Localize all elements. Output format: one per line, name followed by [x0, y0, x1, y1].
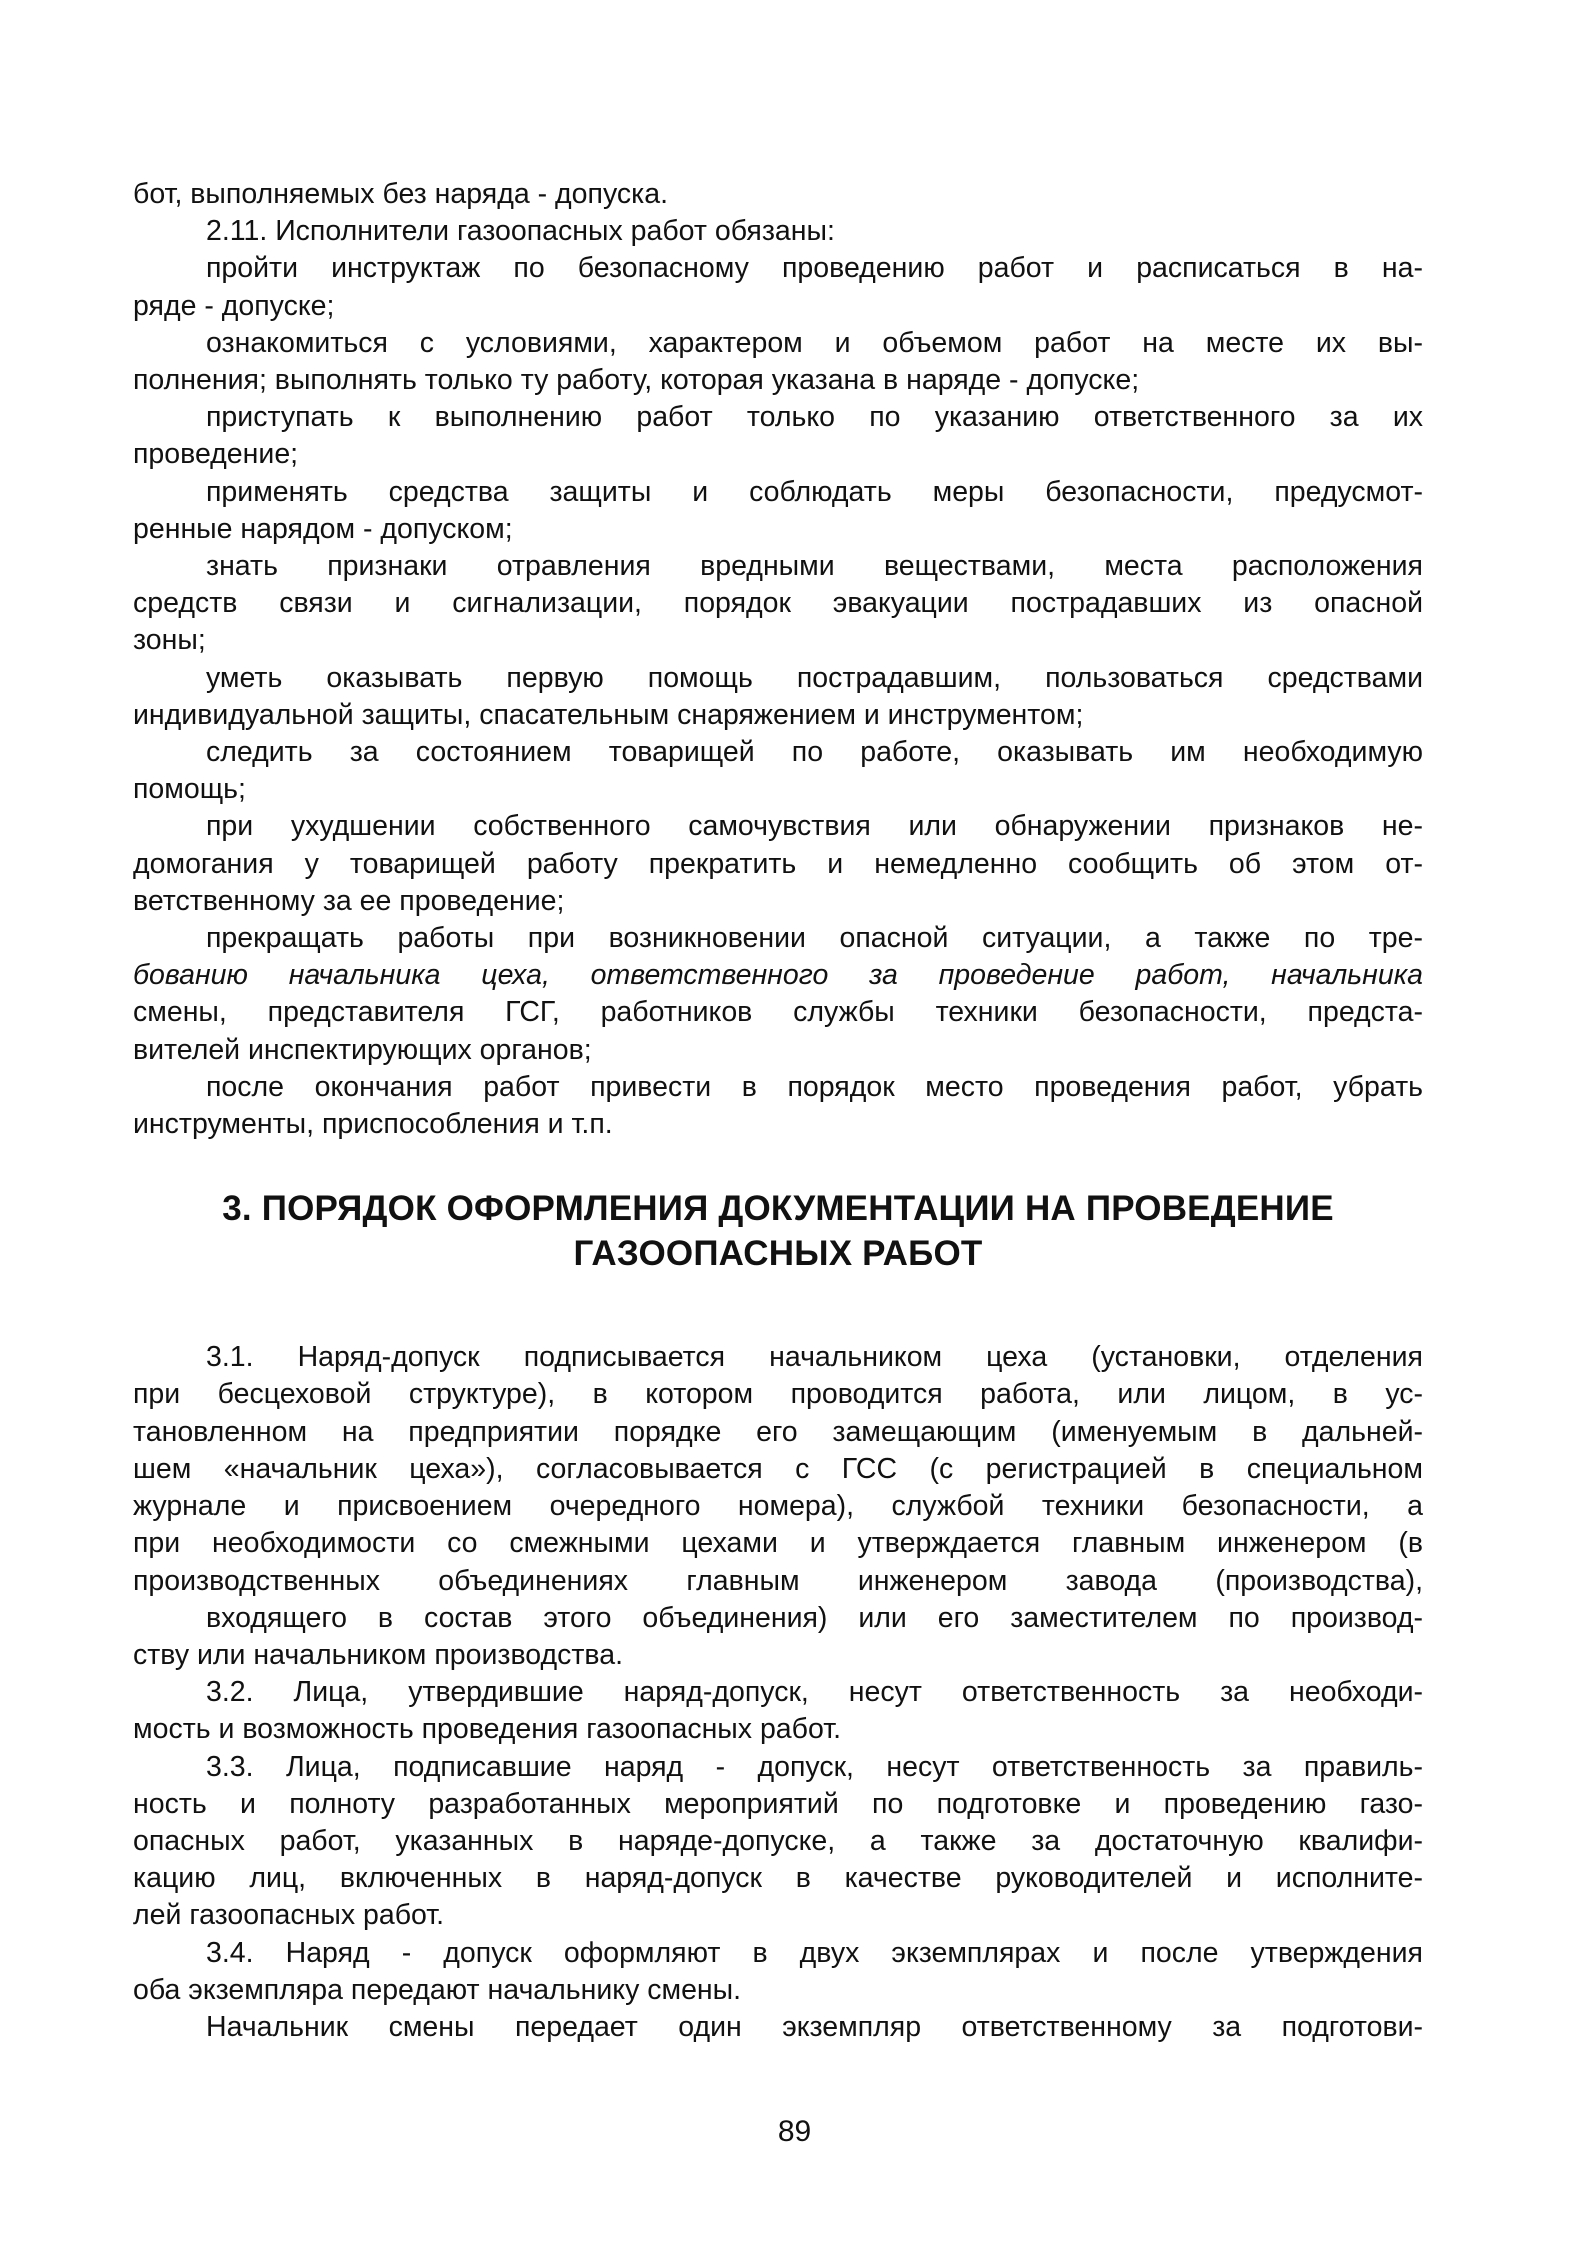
text-line: 3.2. Лица, утвердившие наряд-допуск, несут ответственность за необходи- [206, 1676, 1423, 1709]
duty-item [133, 250, 1423, 324]
text-line: 2.11. Исполнители газоопасных работ обязаны: [206, 215, 835, 248]
continuation-line [133, 176, 1423, 213]
text-line: следить за состоянием товарищей по работе, оказывать им необходимую [206, 736, 1423, 769]
text-line: при ухудшении собственного самочувствия или обнаружении признаков не- [206, 810, 1423, 843]
text-line: 3.3. Лица, подписавшие наряд - допуск, несут ответственность за правиль- [206, 1750, 1423, 1783]
text-line: зоны; [133, 624, 206, 657]
text-line: смены, представителя ГСГ, работников службы техники безопасности, предста- [133, 996, 1423, 1029]
duty-item-stop-work [133, 920, 1423, 1069]
text-line: ренные нарядом - допуском; [133, 512, 513, 545]
text-line: входящего в состав этого объединения) или его заместителем по производ- [206, 1601, 1423, 1634]
text-line: прекращать работы при возникновении опасной ситуации, а также по тре- [206, 922, 1423, 955]
clause-3-4 [133, 1935, 1423, 2009]
text-line: при бесцеховой структуре), в котором проводится работа, или лицом, в ус- [133, 1378, 1423, 1411]
text-line: ряде - допуске; [133, 289, 335, 322]
text-line: знать признаки отравления вредными веществами, места расположения [206, 550, 1423, 583]
text-line: при необходимости со смежными цехами и утверждается главным инженером (в [133, 1527, 1423, 1560]
text-line: полнения; выполнять только ту работу, которая указана в наряде - допуске; [133, 364, 1140, 397]
text-line: пройти инструктаж по безопасному проведению работ и расписаться в на- [206, 252, 1423, 285]
duty-item [133, 548, 1423, 660]
text-line: Начальник смены передает один экземпляр ответственному за подготови- [206, 2010, 1423, 2043]
text-line: помощь; [133, 773, 246, 806]
text-line: инструменты, приспособления и т.п. [133, 1108, 613, 1141]
text-line: оба экземпляра передают начальнику смены. [133, 1973, 742, 2006]
duty-item [133, 660, 1423, 734]
text-line: проведение; [133, 438, 299, 471]
duty-item-cleanup [133, 1069, 1423, 1143]
duty-item [133, 808, 1423, 920]
title-line: 3. ПОРЯДОК ОФОРМЛЕНИЯ ДОКУМЕНТАЦИИ НА ПРОВЕДЕНИЕ [222, 1189, 1334, 1229]
text-line: уметь оказывать первую помощь пострадавшим, пользоваться средствами [206, 661, 1423, 694]
text-line: вителей инспектирующих органов; [133, 1033, 592, 1066]
page-body [133, 176, 1423, 2046]
text-line: ветственному за ее проведение; [133, 884, 565, 917]
title-line: ГАЗООПАСНЫХ РАБОТ [573, 1234, 983, 1274]
text-line: 3.1. Наряд-допуск подписывается начальником цеха (установки, отделения [206, 1341, 1423, 1374]
duty-item [133, 474, 1423, 548]
text-line: ность и полноту разработанных мероприятий по подготовке и проведению газо- [133, 1787, 1423, 1820]
clause-3-1-continuation [133, 1600, 1423, 1674]
text-line: применять средства защиты и соблюдать меры безопасности, предусмот- [206, 475, 1423, 508]
text-line: 3.4. Наряд - допуск оформляют в двух экземплярах и после утверждения [206, 1936, 1423, 1969]
clause-3-3 [133, 1749, 1423, 1935]
duty-item [133, 399, 1423, 473]
italic-text: бованию начальника цеха, ответственного за проведение работ, начальника [133, 959, 1423, 992]
text-line: журнале и присвоением очередного номера), службой техники безопасности, а [133, 1490, 1423, 1523]
text-line [133, 957, 1423, 994]
clause-3-2 [133, 1674, 1423, 1748]
duty-item [133, 325, 1423, 399]
text-line: ству или начальником производства. [133, 1638, 624, 1671]
text-line: шем «начальник цеха»), согласовывается с ГСС (с регистрацией в специальном [133, 1452, 1423, 1485]
section-3-title [133, 1186, 1423, 1276]
clause-2-11-heading [133, 213, 1423, 250]
text-line: бот, выполняемых без наряда - допуска. [133, 178, 668, 210]
text-line: домогания у товарищей работу прекратить и немедленно сообщить об этом от- [133, 847, 1423, 880]
shift-supervisor-paragraph [133, 2009, 1423, 2046]
page-number: 89 [777, 2115, 812, 2148]
clause-3-1 [133, 1339, 1423, 1599]
text-line: приступать к выполнению работ только по указанию ответственного за их [206, 401, 1423, 434]
text-line: кацию лиц, включенных в наряд-допуск в качестве руководителей и исполните- [133, 1862, 1423, 1895]
text-line: тановленном на предприятии порядке его замещающим (именуемым в дальней- [133, 1415, 1423, 1448]
text-line: ознакомиться с условиями, характером и объемом работ на месте их вы- [206, 326, 1423, 359]
text-line: средств связи и сигнализации, порядок эвакуации пострадавших из опасной [133, 587, 1423, 620]
text-line: после окончания работ привести в порядок место проведения работ, убрать [206, 1070, 1423, 1103]
text-line: мость и возможность проведения газоопасных работ. [133, 1713, 842, 1746]
duty-item [133, 734, 1423, 808]
text-line: индивидуальной защиты, спасательным снаряжением и инструментом; [133, 698, 1084, 731]
duties-list [133, 250, 1423, 1143]
text-line: опасных работ, указанных в наряде-допуске, а также за достаточную квалифи- [133, 1824, 1423, 1857]
text-line: лей газоопасных работ. [133, 1899, 445, 1932]
text-line: производственных объединениях главным инженером завода (производства), [133, 1564, 1423, 1597]
